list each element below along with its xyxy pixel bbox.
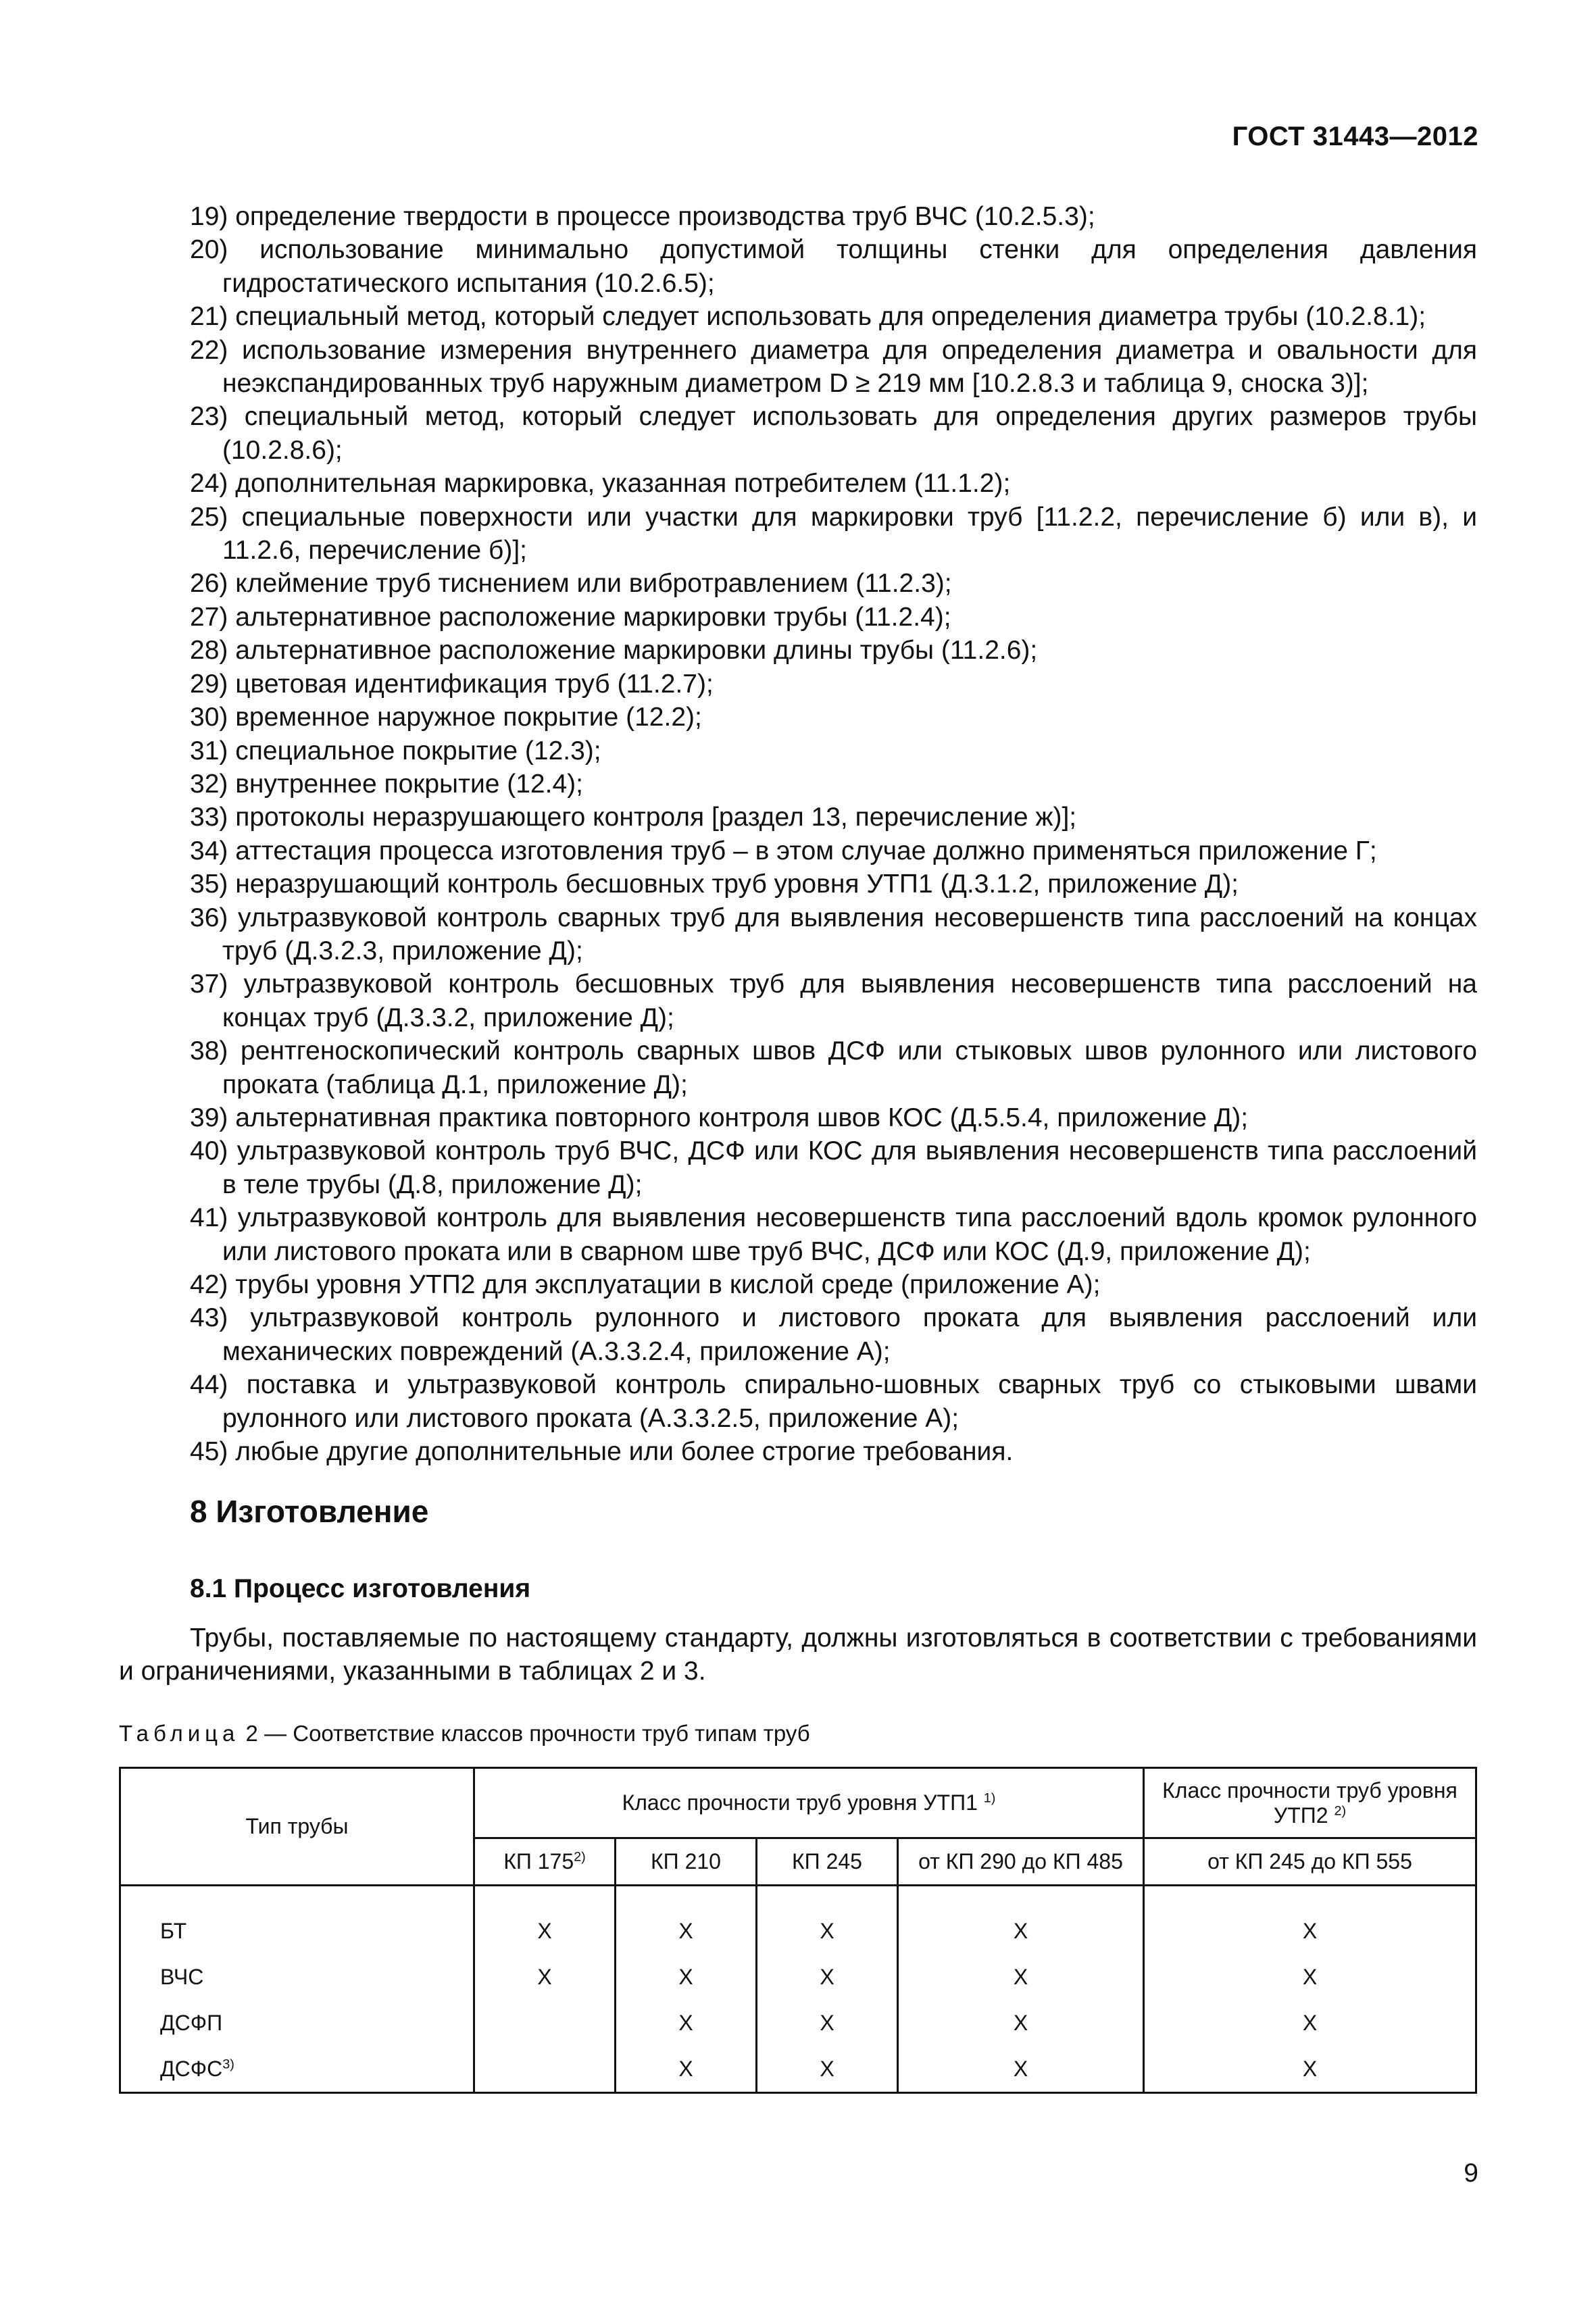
list-item: 34) аттестация процесса изготовления труб – в этом случае должно применяться приложение Г; (190, 836, 1377, 865)
list-item: 32) внутреннее покрытие (12.4); (190, 769, 583, 799)
table-cell: X (1144, 2000, 1476, 2046)
list-item: 19) определение твердости в процессе производства труб ВЧС (10.2.5.3); (190, 202, 1095, 231)
list-item: 21) специальный метод, который следует использовать для определения диаметра трубы (10.2.8.1); (190, 302, 1426, 332)
col-header-kp245-555 (1144, 1838, 1476, 1886)
table-cell: X (474, 1908, 616, 1954)
table-row (120, 2000, 1476, 2046)
list-item: 42) трубы уровня УТП2 для эксплуатации в кислой среде (приложение А); (190, 1270, 1101, 1299)
list-item: 33) протоколы неразрушающего контроля [раздел 13, перечисление ж)]; (190, 803, 1077, 832)
pipe-type-cell: БТ (120, 1908, 474, 1954)
table-cell (474, 2000, 616, 2046)
list-item: 23) специальный метод, который следует использовать для определения других размеров трубы (10.2.8.6); (190, 402, 1477, 465)
table-caption (119, 1721, 810, 1746)
list-item: 40) ультразвуковой контроль труб ВЧС, ДСФ или КОС для выявления несовершенств типа расслоений в теле трубы (Д.8, приложение Д); (190, 1136, 1477, 1199)
list-item: 38) рентгеноскопический контроль сварных швов ДСФ или стыковых швов рулонного или листового проката (таблица Д.1, приложение Д); (190, 1036, 1477, 1099)
col-group-utp2 (1144, 1768, 1476, 1838)
table-cell: X (1144, 1908, 1476, 1954)
col-header-kp175-label: КП 175 (503, 1849, 574, 1873)
pipe-type-cell: ВЧС (120, 1954, 474, 2000)
col-header-kp245-label: КП 245 (792, 1849, 862, 1873)
list-item: 31) специальное покрытие (12.3); (190, 736, 601, 765)
col-header-type-label: Тип трубы (245, 1814, 349, 1838)
col-header-type (120, 1768, 474, 1886)
col-header-kp175 (474, 1838, 616, 1886)
table-row (120, 1908, 1476, 1954)
footnote-mark: 3) (222, 2056, 234, 2071)
list-item: 24) дополнительная маркировка, указанная потребителем (11.1.2); (190, 469, 1011, 499)
document-code: ГОСТ 31443—2012 (1232, 122, 1478, 151)
list-item: 37) ультразвуковой контроль бесшовных труб для выявления несовершенств типа расслоений на концах труб (Д.3.3.2, приложение Д); (190, 970, 1477, 1032)
table-cell (474, 2046, 616, 2093)
list-item: 45) любые другие дополнительные или более строгие требования. (190, 1437, 1014, 1467)
footnote-mark: 2) (1334, 1803, 1347, 1818)
table-caption-text: 2 — Соответствие классов прочности труб типам труб (239, 1721, 810, 1746)
strength-class-table (119, 1767, 1477, 2094)
pipe-type-label: ДСФС (160, 2056, 223, 2081)
table-cell: X (898, 1954, 1144, 2000)
footnote-mark: 1) (983, 1790, 996, 1806)
table-row (120, 2046, 1476, 2093)
col-header-kp245-555-label: от КП 245 до КП 555 (1207, 1849, 1412, 1873)
table-cell: X (616, 1908, 757, 1954)
col-group-utp2-label: Класс прочности труб уровня УТП2 (1162, 1778, 1457, 1828)
table-caption-label: Таблица (119, 1721, 240, 1746)
list-item: 41) ультразвуковой контроль для выявления несовершенств типа расслоений вдоль кромок рулонного или листового проката или в сварном шве труб ВЧС, ДСФ или КОС (Д.9, приложение Д); (190, 1203, 1477, 1266)
list-item: 43) ультразвуковой контроль рулонного и листового проката для выявления расслоений или механических повреждений (А.3.3.2.4, приложение А); (190, 1303, 1477, 1366)
col-header-kp290-485 (898, 1838, 1144, 1886)
table-cell: X (1144, 1954, 1476, 2000)
list-item: 44) поставка и ультразвуковой контроль спирально-шовных сварных труб со стыковыми швами рулонного или листового проката (А.3.3.2.5, приложение А); (190, 1370, 1477, 1433)
subsection-heading: 8.1 Процесс изготовления (190, 1574, 531, 1603)
table-cell: X (616, 2046, 757, 2093)
section-heading: 8 Изготовление (190, 1494, 429, 1529)
table-cell: X (474, 1954, 616, 2000)
table-cell: X (616, 2000, 757, 2046)
list-item: 20) использование минимально допустимой толщины стенки для определения давления гидростатического испытания (10.2.6.5); (190, 235, 1477, 298)
pipe-type-cell (120, 2046, 474, 2093)
pipe-type-cell: ДСФП (120, 2000, 474, 2046)
table-cell: X (757, 2000, 898, 2046)
page-number: 9 (1464, 2159, 1478, 2188)
col-header-kp290-485-label: от КП 290 до КП 485 (918, 1849, 1123, 1873)
list-item: 27) альтернативное расположение маркировки трубы (11.2.4); (190, 602, 951, 632)
list-item: 28) альтернативное расположение маркировки длины трубы (11.2.6); (190, 636, 1038, 665)
col-group-utp1-label: Класс прочности труб уровня УТП1 (622, 1790, 978, 1815)
table-cell: X (757, 1908, 898, 1954)
col-header-kp245 (757, 1838, 898, 1886)
list-item: 22) использование измерения внутреннего диаметра для определения диаметра и овальности для неэкспандированных труб наружным диаметром D ≥ 219 мм [10.2.8.3 и таблица 9, сноска 3)]; (190, 335, 1477, 399)
requirements-list (190, 200, 1477, 1468)
col-group-utp1 (474, 1768, 1144, 1838)
table-cell: X (757, 2046, 898, 2093)
list-item: 25) специальные поверхности или участки для маркировки труб [11.2.2, перечисление б) или в), и 11.2.6, перечисление б)]; (190, 502, 1477, 565)
table-cell: X (616, 1954, 757, 2000)
table-cell: X (1144, 2046, 1476, 2093)
body-paragraph: Трубы, поставляемые по настоящему стандарту, должны изготовляться в соответствии с требованиями и ограничениями, указанными в таблицах 2 и 3. (119, 1624, 1477, 1686)
col-header-kp210-label: КП 210 (651, 1849, 721, 1873)
table-cell: X (898, 2000, 1144, 2046)
list-item: 36) ультразвуковой контроль сварных труб для выявления несовершенств типа расслоений на концах труб (Д.3.2.3, приложение Д); (190, 903, 1477, 965)
table-row (120, 1954, 1476, 2000)
footnote-mark: 2) (574, 1849, 586, 1865)
col-header-kp210 (616, 1838, 757, 1886)
list-item: 26) клеймение труб тиснением или вибротравлением (11.2.3); (190, 569, 952, 599)
table-cell: X (898, 2046, 1144, 2093)
list-item: 35) неразрушающий контроль бесшовных труб уровня УТП1 (Д.3.1.2, приложение Д); (190, 870, 1239, 899)
list-item: 29) цветовая идентификация труб (11.2.7); (190, 669, 714, 699)
list-item: 30) временное наружное покрытие (12.2); (190, 703, 702, 732)
table-cell: X (757, 1954, 898, 2000)
table-cell: X (898, 1908, 1144, 1954)
list-item: 39) альтернативная практика повторного контроля швов КОС (Д.5.5.4, приложение Д); (190, 1103, 1249, 1132)
